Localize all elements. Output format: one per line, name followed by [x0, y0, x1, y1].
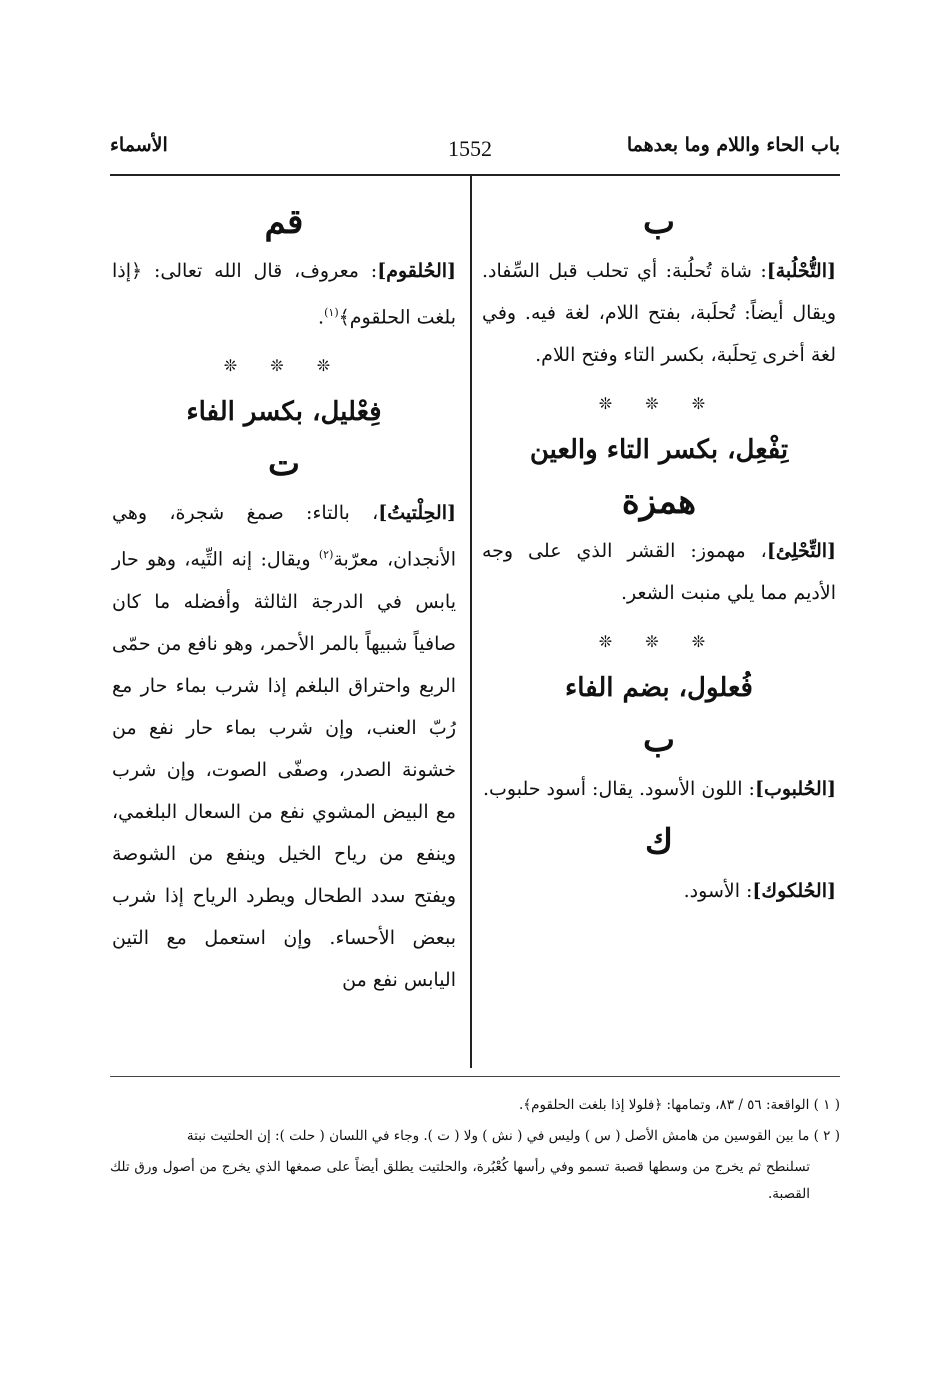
entry-tihli: [482, 530, 836, 614]
separator-stars: ❊ ❊ ❊: [598, 394, 720, 413]
letter-heading-qm: قم: [264, 202, 304, 242]
headword: [الحِلْتيتُ]: [378, 502, 456, 525]
headword: [الحُلقوم]: [377, 260, 456, 282]
entry-hulbub: [482, 768, 836, 810]
left-column: [112, 190, 456, 1001]
separator-stars: ❊ ❊ ❊: [223, 356, 345, 376]
letter-heading-k: ك: [644, 822, 674, 862]
right-column: [482, 190, 836, 912]
headword: [التُّحْلُبة]: [766, 260, 836, 282]
entry-text: : معروف، قال الله تعالى: ﴿إذا بلغت الحلقوم﴾: [112, 260, 456, 329]
footnote-rule: [110, 1076, 840, 1077]
letter-heading-t: ت: [267, 444, 300, 485]
entry-text: ، مهموز: القشر الذي على وجه الأديم مما يلي منبت الشعر.: [482, 540, 836, 604]
footnote-2: ( ٢ ) ما بين القوسين من هامش الأصل ( س ) وليس في ( نش ) ولا ( ت ). وجاء في اللسان ( حلت ): إن الحلتيت نبتة: [186, 1128, 840, 1144]
pattern-heading-fulul: فُعلول، بضم الفاء: [565, 673, 753, 703]
pattern-heading-tafil: تِفْعِل، بكسر التاء والعين: [529, 435, 789, 465]
headword: [الحُلكوك]: [752, 880, 836, 902]
footnotes: [110, 1088, 840, 1208]
entry-text: : شاة تُحلُبة: أي تحلب قبل السِّفاد. ويقال أيضاً: تُحلَبة، بفتح اللام، لغة فيه. وفي لغة أخرى تِحلَبة، بكسر التاء وفتح اللام.: [482, 260, 836, 366]
entry-hulkuk: [482, 870, 836, 912]
entry-text-cont: ويقال: إنه التِّيه، وهو حار يابس في الدرجة الثالثة وأفضله ما كان صافياً شبيهاً بالمر الأحمر، وهو نافع من حمّى الربع واحتراق البلغم إذا شرب بماء حار مع رُبّ العنب، وإن شرب بماء حار نفع من خشونة الصدر، وصفّى الصوت، وإن شرب مع البيض المشوي نفع من السعال البلغمي، وينفع من رياح الخيل وينفع من الشوصة ويفتح سدد الطحال ويطرد الرياح إذا شرب ببعض الأحساء. وإن استعمل مع التين اليابس نفع من: [112, 548, 456, 991]
letter-heading-hamza: همزة: [621, 482, 697, 522]
letter-heading-b: ب: [642, 202, 675, 242]
entry-tuhluba: [482, 250, 836, 376]
entry-text: : الأسود.: [683, 880, 753, 902]
column-separator: [470, 176, 472, 1068]
page-number: 1552: [448, 136, 492, 161]
section-title: الأسماء: [110, 134, 168, 156]
entry-text: ، بالتاء: صمغ شجرة، وهي الأنجدان، معرّبة: [112, 502, 456, 571]
header-rule: [110, 174, 840, 176]
footnote-1: ( ١ ) الواقعة: ٥٦ / ٨٣، وتمامها: ﴿فلولا إذا بلغت الحلقوم﴾.: [518, 1097, 840, 1113]
entry-hiltit: [112, 492, 456, 1000]
entry-hulqum: [112, 250, 456, 338]
footnote-ref: (٢): [318, 548, 334, 562]
separator-stars: ❊ ❊ ❊: [598, 632, 720, 651]
footnote-ref: (١): [324, 306, 339, 319]
entry-text: : اللون الأسود. يقال: أسود حلبوب.: [482, 778, 755, 800]
headword: [التِّحْلِئ]: [766, 540, 836, 562]
page-header: [110, 128, 840, 172]
entry-text-end: .: [318, 306, 325, 329]
pattern-heading-filil: فِعْليل، بكسر الفاء: [186, 397, 382, 428]
letter-heading-b: ب: [642, 720, 675, 760]
headword: [الحُلبوب]: [754, 778, 836, 800]
footnote-2-cont: تسلنطح ثم يخرج من وسطها قصبة تسمو وفي رأسها كُعْبُرة، والحلتيت يطلق أيضاً على صمغها الذي يخرج من أصول ورق تلك القصبة.: [110, 1159, 810, 1202]
chapter-title: باب الحاء واللام وما بعدهما: [626, 134, 840, 156]
